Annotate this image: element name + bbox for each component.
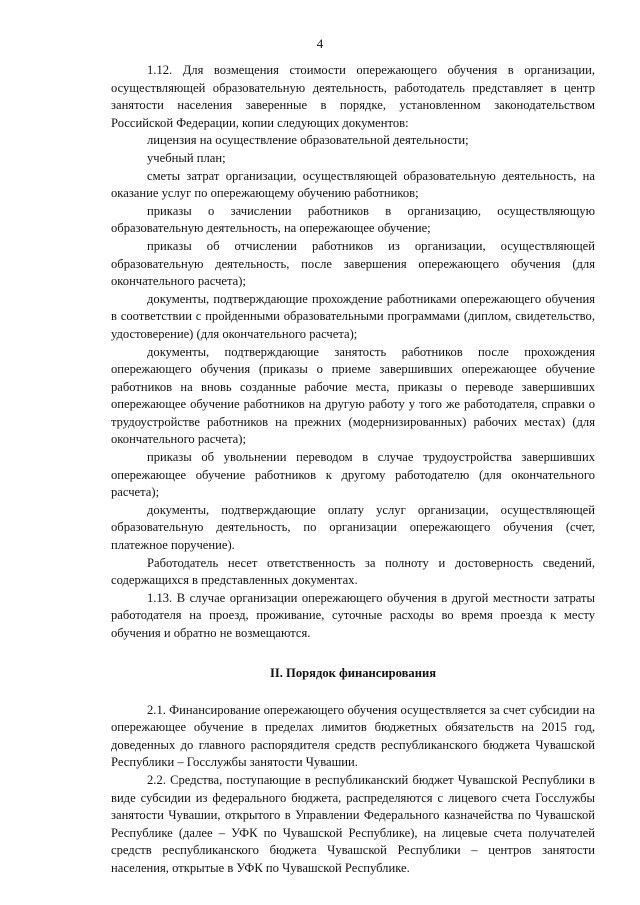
paragraph: Работодатель несет ответственность за полноту и достоверность сведений, содержащихся в представленных документах. [111,555,595,588]
paragraph: 2.2. Средства, поступающие в республиканский бюджет Чувашской Республики в виде субсидии из федерального бюджета, распределяются с лицевого счета Госслужбы занятости Чувашии, открытого в Управлении Федерального казначейства по Чувашской Республике (далее – УФК по Чувашской Республике), на лицевые счета получателей средств республиканского бюджета Чувашской Республики – центров занятости населения, открытые в УФК по Чувашской Республике. [111,772,595,875]
paragraph: сметы затрат организации, осуществляющей образовательную деятельность, на оказание услуг по опережающему обучению работников; [111,168,595,201]
paragraph: учебный план; [147,150,226,165]
paragraph: лицензия на осуществление образовательной деятельности; [147,133,469,148]
paragraph: приказы об отчислении работников из организации, осуществляющей образовательную деятельность, после завершения опережающего обучения (для окончательного расчета); [111,238,595,289]
section-heading: II. Порядок финансирования [269,665,437,680]
paragraph: документы, подтверждающие оплату услуг организации, осуществляющей образовательную деятельность, по организации опережающего обучения (счет, платежное поручение). [111,502,595,553]
page-number: 4 [316,36,324,51]
section-2-paragraphs [111,702,595,878]
paragraph: 1.12. Для возмещения стоимости опережающего обучения в организации, осуществляющей образовательную деятельность, работодатель представляет в центр занятости населения заверенные в порядке, установленном законодательством Российской Федерации, копии следующих документов: [111,63,595,130]
section-1-paragraphs [111,62,595,643]
paragraph: документы, подтверждающие занятость работников после прохождения опережающего обучения (приказы о приеме завершивших опережающее обучение работников на вновь созданные рабочие места, приказы о переводе завершивших опережающее обучение работников на другую работу у того же работодателя, справки о трудоустройстве работников на прежних (модернизированных) рабочих местах) (для окончательного расчета); [111,344,595,447]
paragraph: приказы о зачислении работников в организацию, осуществляющую образовательную деятельность, на опережающее обучение; [111,203,595,236]
paragraph: приказы об увольнении переводом в случае трудоустройства завершивших опережающее обучение работников к другому работодателю (для окончательного расчета); [111,450,595,500]
paragraph: документы, подтверждающие прохождение работниками опережающего обучения в соответствии с пройденными образовательными программами (диплом, свидетельство, удостоверение) (для окончательного расчета); [111,291,595,341]
paragraph: 2.1. Финансирование опережающего обучения осуществляется за счет субсидии на опережающее обучение в пределах лимитов бюджетных обязательств на 2015 год, доведенных до главного распорядителя средств республиканского бюджета Чувашской Республики – Госслужбы занятости Чувашии. [111,702,595,770]
document-body [111,62,595,878]
paragraph: 1.13. В случае организации опережающего обучения в другой местности затраты работодателя на проезд, проживание, суточные расходы во время проезда к месту обучения и обратно не возмещаются. [111,590,595,640]
